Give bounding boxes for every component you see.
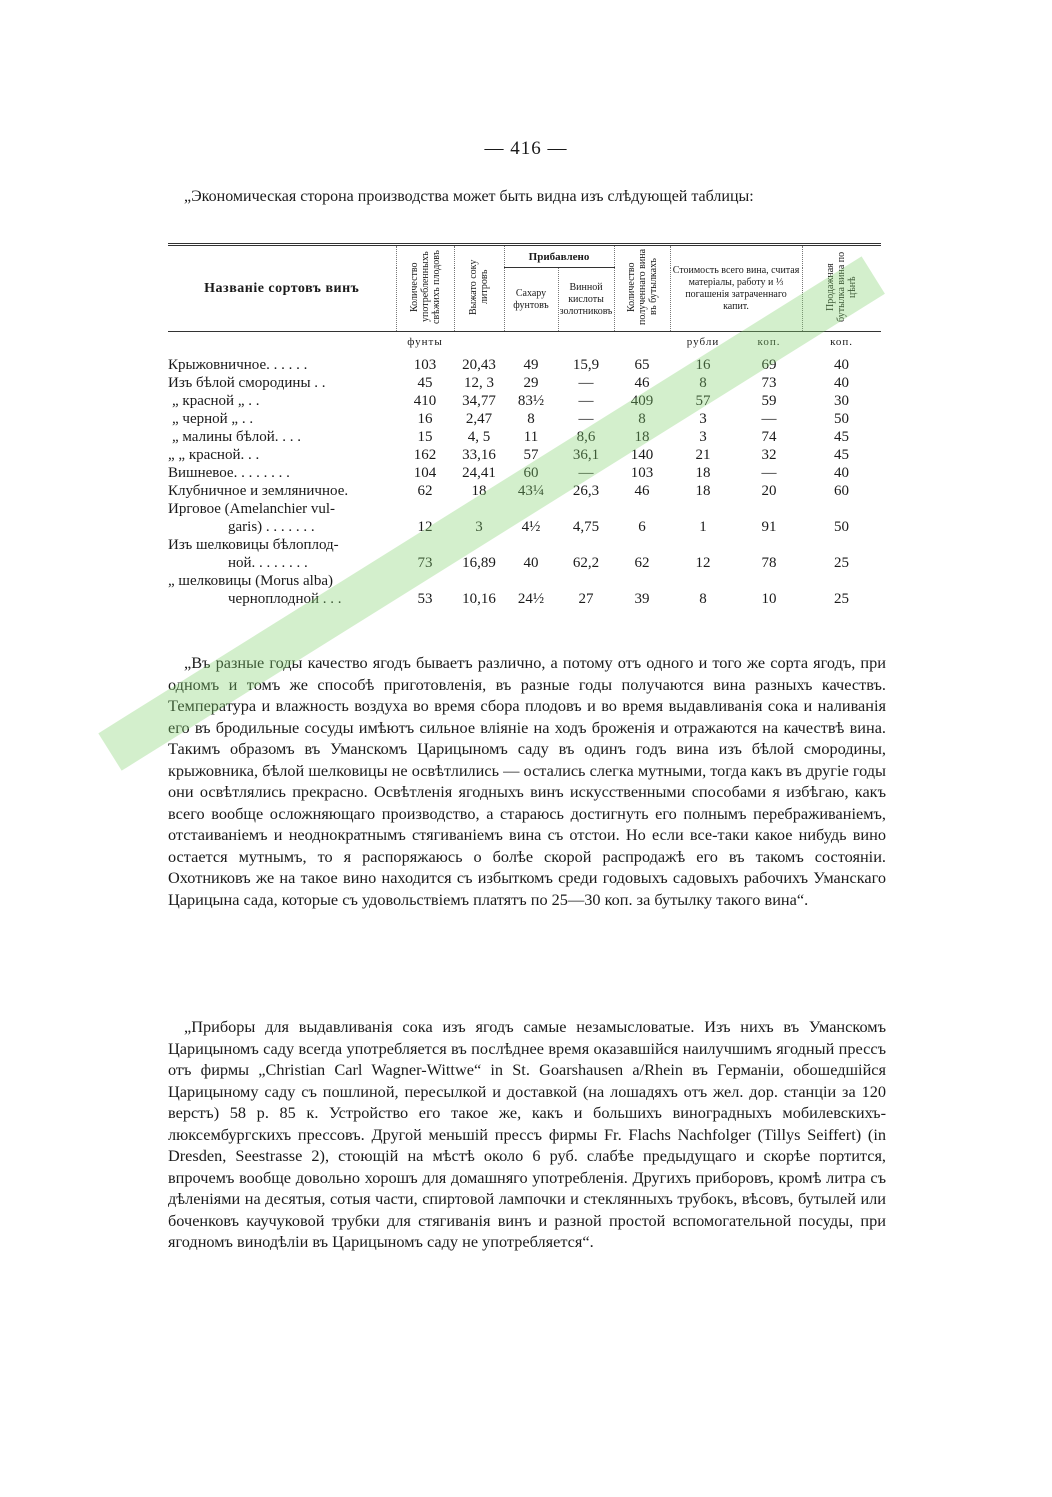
row-name-cell: „ черной „ . . [172,411,254,427]
row-value-cell: 50 [834,519,850,535]
row-value-cell: 65 [634,357,650,373]
row-value-cell: — [578,411,594,427]
table-header [168,245,881,332]
row-value-cell [504,500,558,518]
paragraph-2: „Приборы для выдавливанія сока изъ ягодъ самые незамысловатые. Изъ нихъ въ Уманскомъ Царицыномъ саду всегда употребляется въ послѣднее время оказавшійся наилучшимъ ягодный прессъ отъ фирмы „Christian Carl Wagner-Wittwe“ in St. Goarshausen a/Rhein въ Германіи, обошедшійся Царицыному саду съ пошлиной, пересылкой и доставкой (на лошадяхъ отъ жел. дор. станціи за 120 верстъ) 58 р. 85 к. Устройство его такое же, какъ и большихъ виноградныхъ мобилевскихъ-люксембургскихъ прессовъ. Другой меньшій прессъ фирмы Fr. Flachs Nachfolger (Tillys Seiffert) (in Dresden, Seestrasse 2), стоющій на мѣстѣ около 6 руб. слабѣе предыдущаго и скорѣе портится, впрочемъ вообще довольно хорошъ для домашняго употребленія. Другихъ приборовъ, кромѣ литра съ дѣленіями на десятыя, сотыя части, спиртовой лампочки и стеклянныхъ трубокъ, вѣсовъ, бутылей или боченковъ каучуковой трубки для стягиванія винъ и разной простой вспомогательной посуды, при ягодномъ винодѣліи въ Царицыномъ саду не употребляется“. [168,1017,886,1251]
row-value-cell: 45 [834,429,850,445]
row-value-cell [670,500,736,518]
table-row [168,536,881,554]
table-row [168,356,881,374]
row-value-cell: 36,1 [572,447,600,463]
row-value-cell: 59 [761,393,777,409]
table-row [168,410,881,428]
row-value-cell: 25 [834,555,850,571]
row-value-cell: — [578,465,594,481]
row-value-cell: 140 [630,447,654,463]
col-qty-header: Количество употребленныхъ свѣжихъ плодовъ [396,245,454,332]
row-value-cell: 60 [834,483,850,499]
row-name-cell: Изъ бѣлой смородины . . [168,375,326,391]
row-value-cell [558,536,614,554]
row-value-cell [736,572,802,590]
intro-text: „Экономическая сторона производства может быть видна изъ слѣдующей таблицы: [184,188,754,205]
row-name-cell: Крыжовничное. . . . . . [168,357,308,373]
row-value-cell [802,536,881,554]
row-value-cell: 4,75 [572,519,600,535]
row-value-cell: 73 [761,375,777,391]
row-value-cell: 40 [834,357,850,373]
row-value-cell: 3 [475,519,483,535]
table-row [168,518,881,536]
row-value-cell [454,572,504,590]
row-value-cell: 15 [417,429,433,445]
row-value-cell: 3 [699,429,707,445]
row-name-cell: черноплодной . . . [228,591,342,607]
row-name-cell: ной. . . . . . . . [228,555,308,571]
row-value-cell: 12 [695,555,711,571]
row-value-cell [396,572,454,590]
row-value-cell: — [761,411,777,427]
row-name-cell: „ малины бѣлой. . . . [172,429,301,445]
table-row [168,590,881,608]
row-value-cell: 30 [834,393,850,409]
row-value-cell: 15,9 [572,357,600,373]
row-value-cell: 11 [523,429,539,445]
row-value-cell [558,500,614,518]
row-value-cell: 27 [578,591,594,607]
row-value-cell: 18 [471,483,487,499]
wine-table [168,243,881,608]
row-value-cell: 16 [417,411,433,427]
row-name-cell: Клубничное и земляничное. [168,483,349,499]
row-name-cell: garis) . . . . . . . [228,519,315,535]
row-value-cell: 57 [523,447,539,463]
row-value-cell: 6 [638,519,646,535]
col-bottle-price-header: Продажная бутылка вина по цѣнѣ [802,245,881,332]
paragraph-press [168,1016,886,1253]
row-value-cell: 103 [413,357,437,373]
table-row [168,482,881,500]
row-value-cell [454,536,504,554]
row-value-cell: 43¼ [517,483,545,499]
row-value-cell: 8 [699,375,707,391]
table-row [168,446,881,464]
row-value-cell: 8,6 [576,429,596,445]
row-name-cell: Вишневое. . . . . . . . [168,465,290,481]
row-value-cell: 410 [413,393,437,409]
row-value-cell: — [761,465,777,481]
unit-kop: коп. [757,336,781,348]
row-value-cell: 78 [761,555,777,571]
row-value-cell: 53 [417,591,433,607]
row-value-cell: 62 [417,483,433,499]
row-value-cell: 46 [634,375,650,391]
row-value-cell [396,500,454,518]
table-row [168,572,881,590]
row-value-cell: 10,16 [462,591,496,607]
row-value-cell: 69 [761,357,777,373]
row-value-cell: 50 [834,411,850,427]
row-value-cell [670,572,736,590]
row-value-cell: 8 [527,411,535,427]
col-acid-header: Винной кислоты золотниковъ [558,268,614,332]
table-body [168,356,881,608]
row-value-cell: 2,47 [465,411,493,427]
row-name-cell: Изъ шелковицы бѣлоплод- [168,537,339,553]
row-value-cell: 20,43 [462,357,496,373]
col-wine-qty-header: Количество полученнаго вина въ бутылкахъ [614,245,670,332]
row-value-cell: 24,41 [462,465,496,481]
row-value-cell: 24½ [517,591,545,607]
row-value-cell [504,536,558,554]
table-row [168,428,881,446]
row-value-cell: 3 [699,411,707,427]
row-value-cell: 57 [695,393,711,409]
row-value-cell [504,572,558,590]
row-value-cell: 21 [695,447,711,463]
row-value-cell: 32 [761,447,777,463]
row-value-cell: 62 [634,555,650,571]
col-added-header: Прибавлено [504,245,614,268]
table-row [168,374,881,392]
row-value-cell: 74 [761,429,777,445]
row-value-cell: 33,16 [462,447,496,463]
row-value-cell: 91 [761,519,777,535]
row-value-cell: 46 [634,483,650,499]
col-name-header: Названіе сортовъ винъ [168,245,396,332]
row-value-cell: 18 [634,429,650,445]
paragraph-quality [168,652,886,910]
row-value-cell [736,500,802,518]
row-value-cell: 25 [834,591,850,607]
col-juice-header: Выжато соку литровъ [454,245,504,332]
economics-table [168,243,881,608]
units-row [168,332,881,357]
row-value-cell: — [578,393,594,409]
row-value-cell: 409 [630,393,654,409]
row-value-cell: 40 [523,555,539,571]
row-value-cell: 73 [417,555,433,571]
col-sugar-header: Сахару фунтовъ [504,268,558,332]
row-value-cell: 104 [413,465,437,481]
row-value-cell: 39 [634,591,650,607]
row-value-cell: 40 [834,465,850,481]
table-row [168,500,881,518]
row-value-cell: 20 [761,483,777,499]
row-value-cell: 62,2 [572,555,600,571]
row-value-cell [802,500,881,518]
row-value-cell: 60 [523,465,539,481]
row-value-cell: 10 [761,591,777,607]
row-value-cell: 4, 5 [467,429,491,445]
page-number: — 416 — [484,138,568,159]
row-value-cell: 1 [699,519,707,535]
row-value-cell [736,536,802,554]
row-value-cell: 18 [695,483,711,499]
table-row [168,464,881,482]
row-value-cell: 26,3 [572,483,600,499]
row-value-cell: 103 [630,465,654,481]
row-value-cell: 8 [638,411,646,427]
row-value-cell: 12, 3 [464,375,494,391]
row-value-cell [614,536,670,554]
paragraph-1: „Въ разные годы качество ягодъ бываетъ различно, а потому отъ одного и того же сорта ягодъ, при одномъ и томъ же способѣ приготовленія, въ разные годы получаются вина разныхъ качествъ. Температура и влажность воздуха во время сбора плодовъ и во время выдавливанія сока и наливанія его въ бродильные сосуды имѣютъ сильное вліяніе на ходъ броженія и отражаются на качествѣ вина. Такимъ образомъ въ Уманскомъ Царицыномъ саду въ одинъ годъ вина изъ бѣлой смородины, крыжовника, бѣлой шелковицы не освѣтлились — остались слегка мутными, тогда какъ въ другіе годы они освѣтлялись прекрасно. Освѣтленія ягодныхъ винъ искусственными способами я избѣгаю, какъ всего вообще осложняющаго производство, а стараюсь достигнуть его полнымъ перебраживаніемъ, отстаиваніемъ и неоднократнымъ стягиваніемъ вина съ отстои. Но если все-таки какое нибудь вино остается мутнымъ, то я распоряжаюсь о болѣе скорой распродажѣ его въ такомъ состояніи. Охотниковъ же на такое вино находится съ избыткомъ среди годовыхъ садовыхъ рабочихъ Уманскаго Царицына сада, которые съ удовольствіемъ платятъ по 25—30 коп. за бутылку такого вина“. [168,653,886,909]
row-value-cell [558,572,614,590]
intro-paragraph [168,186,881,208]
row-value-cell: 8 [699,591,707,607]
table-row [168,554,881,572]
unit-rub: рубли [686,336,720,348]
row-value-cell [614,572,670,590]
row-value-cell: 83½ [517,393,545,409]
row-value-cell: 16 [695,357,711,373]
row-value-cell: 18 [695,465,711,481]
row-value-cell [670,536,736,554]
row-name-cell: „ красной „ . . [172,393,260,409]
row-value-cell: 49 [523,357,539,373]
row-name-cell: Ирговое (Amelanchier vul- [168,501,336,517]
row-value-cell: 12 [417,519,433,535]
row-name-cell: „ „ красной. . . [168,447,260,463]
unit-kop2: коп. [830,336,853,348]
row-value-cell [454,500,504,518]
unit-qty: фунты [407,336,443,348]
row-value-cell: 4½ [521,519,541,535]
row-value-cell: 45 [834,447,850,463]
col-cost-header: Стоимость всего вина, считая матеріалы, работу и ⅓ погашенія затраченнаго капит. [670,245,802,332]
row-value-cell [396,536,454,554]
table-row [168,392,881,410]
row-value-cell: 16,89 [462,555,496,571]
row-value-cell: 45 [417,375,433,391]
row-value-cell [614,500,670,518]
row-value-cell: — [578,375,594,391]
row-name-cell: „ шелковицы (Morus alba) [168,573,333,589]
row-value-cell: 34,77 [462,393,496,409]
row-value-cell [802,572,881,590]
row-value-cell: 162 [413,447,437,463]
row-value-cell: 40 [834,375,850,391]
row-value-cell: 29 [523,375,539,391]
